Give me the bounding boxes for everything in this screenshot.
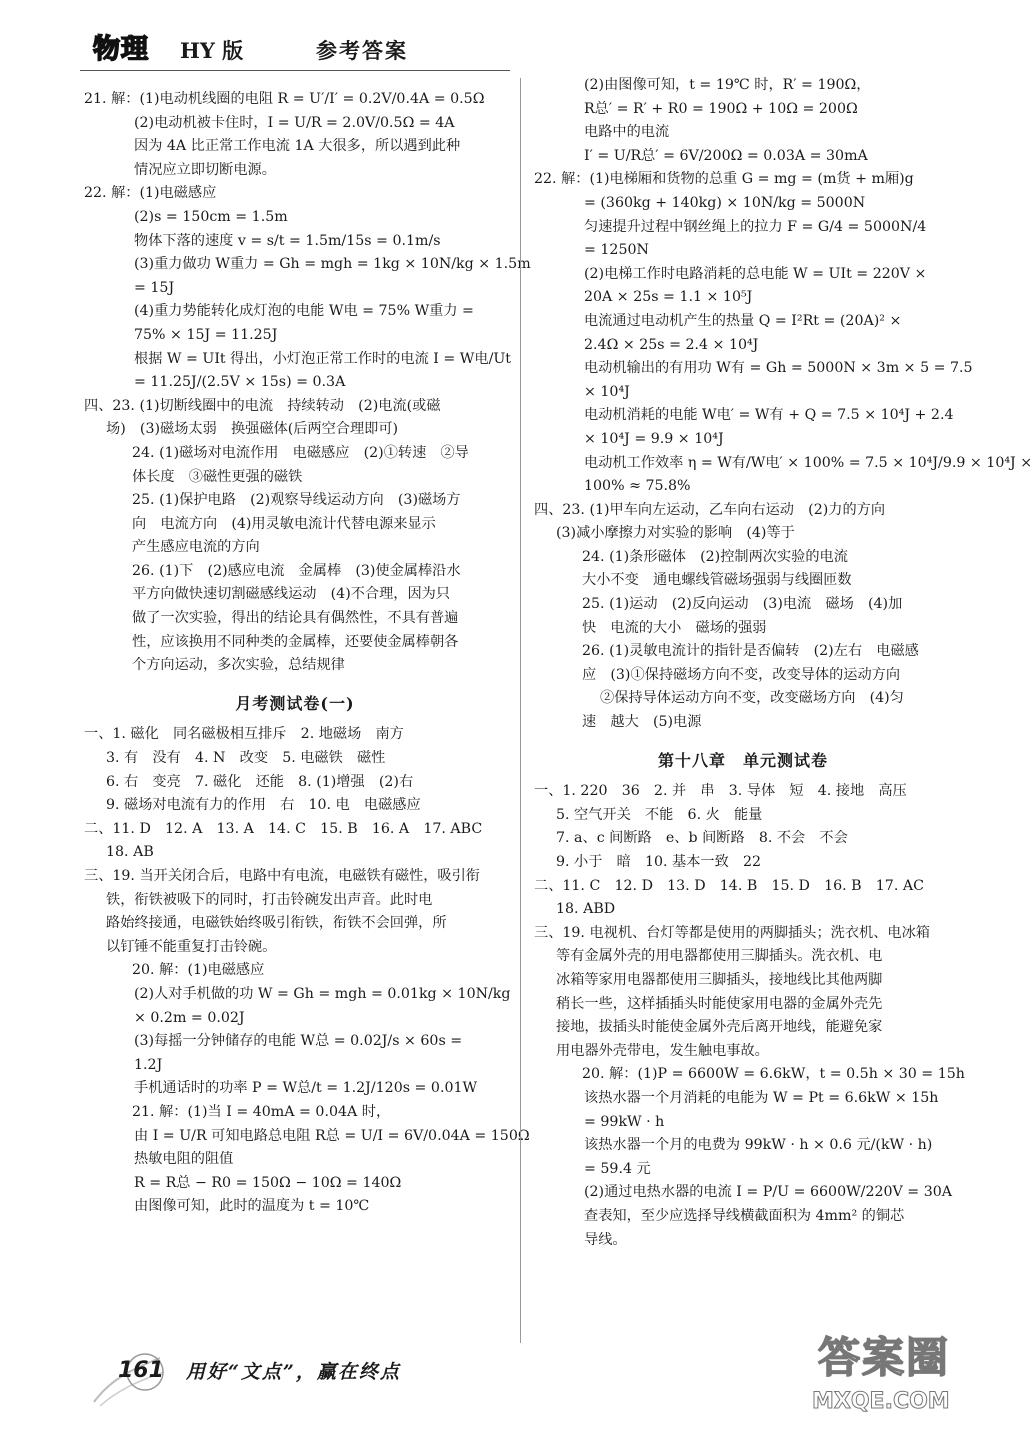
left-column [84,88,531,1219]
section-title-monthly-test: 月考测试卷(一) [235,693,355,713]
answer-line: (3)重力做功 W重力 = Gh = mgh = 1kg × 10N/kg × 1.5m [134,256,531,273]
answer-line: 一、1. 磁化 同名磁极相互排斥 2. 地磁场 南方 [84,726,404,743]
answer-line: 四、23. (1)甲车向左运动，乙车向右运动 (2)力的方向 [534,501,886,518]
answer-line: 等有金属外壳的用电器都使用三脚插头。洗衣机、电 [556,948,883,965]
answer-line: 速 越大 (5)电源 [582,714,702,731]
answer-line: 快 电流的大小 磁场的强弱 [582,619,767,636]
answer-line: 性，应该换用不同种类的金属棒，还要使金属棒朝各 [132,633,459,650]
answer-line: 手机通话时的功率 P = W总/t = 1.2J/120s = 0.01W [134,1080,478,1097]
answer-line: × 0.2m = 0.02J [134,1009,245,1026]
page-title: 参考答案 [316,38,408,63]
answer-line: 个方向运动，多次实验，总结规律 [132,657,345,674]
answer-line: I′ = U/R总′ = 6V/200Ω = 0.03A = 30mA [584,147,868,164]
answer-line: 26. (1)下 (2)感应电流 金属棒 (3)使金属棒沿水 [132,562,461,579]
answer-line: 做了一次实验，得出的结论具有偶然性，不具有普遍 [132,610,459,627]
answer-line: 平方向做快速切割磁感线运动 (4)不合理，因为只 [132,586,451,603]
answer-line: = 99kW · h [584,1113,665,1130]
answer-line: 大小不变 通电螺线管磁场强弱与线圈匝数 [582,572,852,589]
left-answers-block-2 [84,723,530,1218]
answer-line: 26. (1)灵敏电流计的指针是否偏转 (2)左右 电磁感 [582,643,919,660]
answer-line: 6. 右 变亮 7. 磁化 还能 8. (1)增强 (2)右 [106,773,414,790]
answer-line: 冰箱等家用电器都使用三脚插头，接地线比其他两脚 [556,971,883,988]
answer-line: (2)电动机被卡住时，I = U/R = 2.0V/0.5Ω = 4A [134,114,455,131]
left-answers-block-1 [84,88,531,678]
answer-line: 20. 解：(1)P = 6600W = 6.6kW，t = 0.5h × 30 = 15h [582,1066,965,1083]
page-number: 161 [118,1358,164,1383]
answer-line: = (360kg + 140kg) × 10N/kg = 5000N [584,194,866,211]
answer-line: 该热水器一个月的电费为 99kW · h × 0.6 元/(kW · h) [584,1137,933,1154]
answer-line: 24. (1)条形磁体 (2)控制两次实验的电流 [582,548,848,565]
answer-line: 应 (3)①保持磁场方向不变，改变导体的运动方向 [582,666,901,683]
answer-line: 向 电流方向 (4)用灵敏电流计代替电源来显示 [132,515,436,532]
answer-line: 用电器外壳带电，发生触电事故。 [556,1042,769,1059]
answer-line: (3)每摇一分钟储存的电能 W总 = 0.02J/s × 60s = [134,1033,463,1050]
answer-line: 铁，衔铁被吸下的同时，打击铃碗发出声音。此时电 [106,891,433,908]
answer-line: 导线。 [584,1231,627,1248]
answer-line: 场) (3)磁场太弱 换强磁体(后两空合理即可) [106,421,399,438]
answer-line: R = R总 − R0 = 150Ω − 10Ω = 140Ω [134,1174,402,1191]
footer-slogan: 用好“文点”，赢在终点 [186,1361,401,1383]
answer-line: 以钉锤不能重复打击铃碗。 [106,938,277,955]
answer-line: 9. 磁场对电流有力的作用 右 10. 电 电磁感应 [106,797,421,814]
answer-line: 20A × 25s = 1.1 × 10⁵J [584,289,753,306]
answer-line: (2)电梯工作时电路消耗的总电能 W = UIt = 220V × [584,265,927,282]
header-rule [80,70,510,71]
section-title-chapter-18-test: 第十八章 单元测试卷 [657,750,828,770]
answer-line: 2.4Ω × 25s = 2.4 × 10⁴J [584,336,759,353]
answer-line: ②保持导体运动方向不变，改变磁场方向 (4)匀 [600,690,904,707]
answer-line: 三、19. 电视机、台灯等都是使用的两脚插头；洗衣机、电冰箱 [534,924,930,941]
watermark-logo: 答案圈 [818,1333,951,1382]
answer-line: 21. 解：(1)电动机线圈的电阻 R = U′/I′ = 0.2V/0.4A = 0.5Ω [84,91,485,107]
answer-line: 电流通过电动机产生的热量 Q = I²Rt = (20A)² × [584,312,902,329]
answer-line: 因为 4A 比正常工作电流 1A 大很多，所以遇到此种 [134,138,461,155]
answer-line: 路始终接通，电磁铁始终吸引衔铁，衔铁不会回弹，所 [106,915,447,932]
answer-line: = 59.4 元 [584,1160,651,1177]
answer-line: 产生感应电流的方向 [132,539,260,556]
answer-line: 二、11. C 12. D 13. D 14. B 15. D 16. B 17. AC [534,877,924,894]
answer-line: 22. 解：(1)电梯厢和货物的总重 G = mg = (m货 + m厢)g [534,171,914,188]
answer-line: 由 I = U/R 可知电路总电阻 R总 = U/I = 6V/0.04A = 150Ω [134,1127,530,1144]
answer-line: 由图像可知，此时的温度为 t = 10℃ [134,1198,370,1215]
answer-line: 3. 有 没有 4. N 改变 5. 电磁铁 磁性 [106,750,386,767]
page-footer [90,1350,490,1410]
answer-line: 24. (1)磁场对电流作用 电磁感应 (2)①转速 ②导 [132,444,469,461]
answer-line: 9. 小于 暗 10. 基本一致 22 [556,854,762,870]
answer-line: 电动机消耗的电能 W电′ = W有 + Q = 7.5 × 10⁴J + 2.4 [584,407,954,424]
answer-line: 21. 解：(1)当 I = 40mA = 0.04A 时， [132,1103,391,1120]
answer-line: (2)由图像可知，t = 19℃ 时，R′ = 190Ω， [584,77,871,93]
page-header [80,30,510,74]
answer-line: R总′ = R′ + R0 = 190Ω + 10Ω = 200Ω [584,100,858,117]
answer-line: (3)减小摩擦力对实验的影响 (4)等于 [556,525,795,542]
answer-line: 75% × 15J = 11.25J [134,326,278,343]
answer-line: 稍长一些，这样插插头时能使家用电器的金属外壳先 [556,995,883,1012]
answer-line: 一、1. 220 36 2. 并 串 3. 导体 短 4. 接地 高压 [534,783,907,800]
answer-line: 物体下落的速度 v = s/t = 1.5m/15s = 0.1m/s [134,232,441,249]
answer-line: × 10⁴J = 9.9 × 10⁴J [584,430,724,447]
answer-line: 根据 W = UIt 得出，小灯泡正常工作时的电流 I = W电/Ut [134,350,512,367]
answer-line: = 1250N [584,242,649,259]
answer-line: (4)重力势能转化成灯泡的电能 W电 = 75% W重力 = [134,303,474,320]
answer-line: 情况应立即切断电源。 [134,161,276,178]
answer-line: 该热水器一个月消耗的电能为 W = Pt = 6.6kW × 15h [584,1089,939,1106]
column-divider [520,78,521,1343]
answer-line: 查表知，至少应选择导线横截面积为 4mm² 的铜芯 [584,1207,905,1224]
answer-line: = 15J [134,279,175,296]
answer-line: 1.2J [134,1056,163,1073]
answer-line: 25. (1)运动 (2)反向运动 (3)电流 磁场 (4)加 [582,596,903,613]
answer-line: 匀速提升过程中钢丝绳上的拉力 F = G/4 = 5000N/4 [584,218,927,235]
answer-line: 三、19. 当开关闭合后，电路中有电流，电磁铁有磁性，吸引衔 [84,868,480,884]
answer-line: 5. 空气开关 不能 6. 火 能量 [556,806,763,823]
answer-line: 热敏电阻的阻值 [134,1151,234,1168]
answer-line: 18. ABD [556,901,616,918]
answer-line: 电路中的电流 [584,124,670,141]
subject-label: 物理 [93,34,149,65]
answer-line: 7. a、c 间断路 e、b 间断路 8. 不会 不会 [556,830,848,847]
answer-line: × 10⁴J [584,383,630,400]
answer-line: (2)s = 150cm = 1.5m [134,208,288,225]
answer-line: = 11.25J/(2.5V × 15s) = 0.3A [134,374,346,391]
answer-line: 25. (1)保护电路 (2)观察导线运动方向 (3)磁场方 [132,492,461,509]
answer-line: 四、23. (1)切断线圈中的电流 持续转动 (2)电流(或磁 [84,397,441,414]
watermark [800,1330,990,1430]
right-answers-block-2 [534,780,965,1252]
answer-line: 体长度 ③磁性更强的磁铁 [132,468,303,485]
answer-line: (2)通过电热水器的电流 I = P/U = 6600W/220V = 30A [584,1184,952,1201]
watermark-url: MXQE.COM [812,1389,950,1414]
answer-line: 100% ≈ 75.8% [584,478,691,495]
right-column [534,74,1032,1252]
answer-line: (2)人对手机做的功 W = Gh = mgh = 0.01kg × 10N/kg [134,985,511,1002]
edition-label: HY 版 [180,38,244,63]
answer-line: 电动机工作效率 η = W有/W电′ × 100% = 7.5 × 10⁴J/9.9 × 10⁴J × [584,454,1032,471]
answer-line: 二、11. D 12. A 13. A 14. C 15. B 16. A 17. ABC [84,820,483,837]
answer-line: 接地，拔插头时能使金属外壳后离开地线，能避免家 [556,1019,883,1036]
answer-line: 电动机输出的有用功 W有 = Gh = 5000N × 3m × 5 = 7.5 [584,360,973,377]
answer-line: 18. AB [106,844,154,861]
answer-line: 20. 解：(1)电磁感应 [132,962,265,979]
right-answers-block-1 [534,74,1032,735]
answer-line: 22. 解：(1)电磁感应 [84,185,217,202]
